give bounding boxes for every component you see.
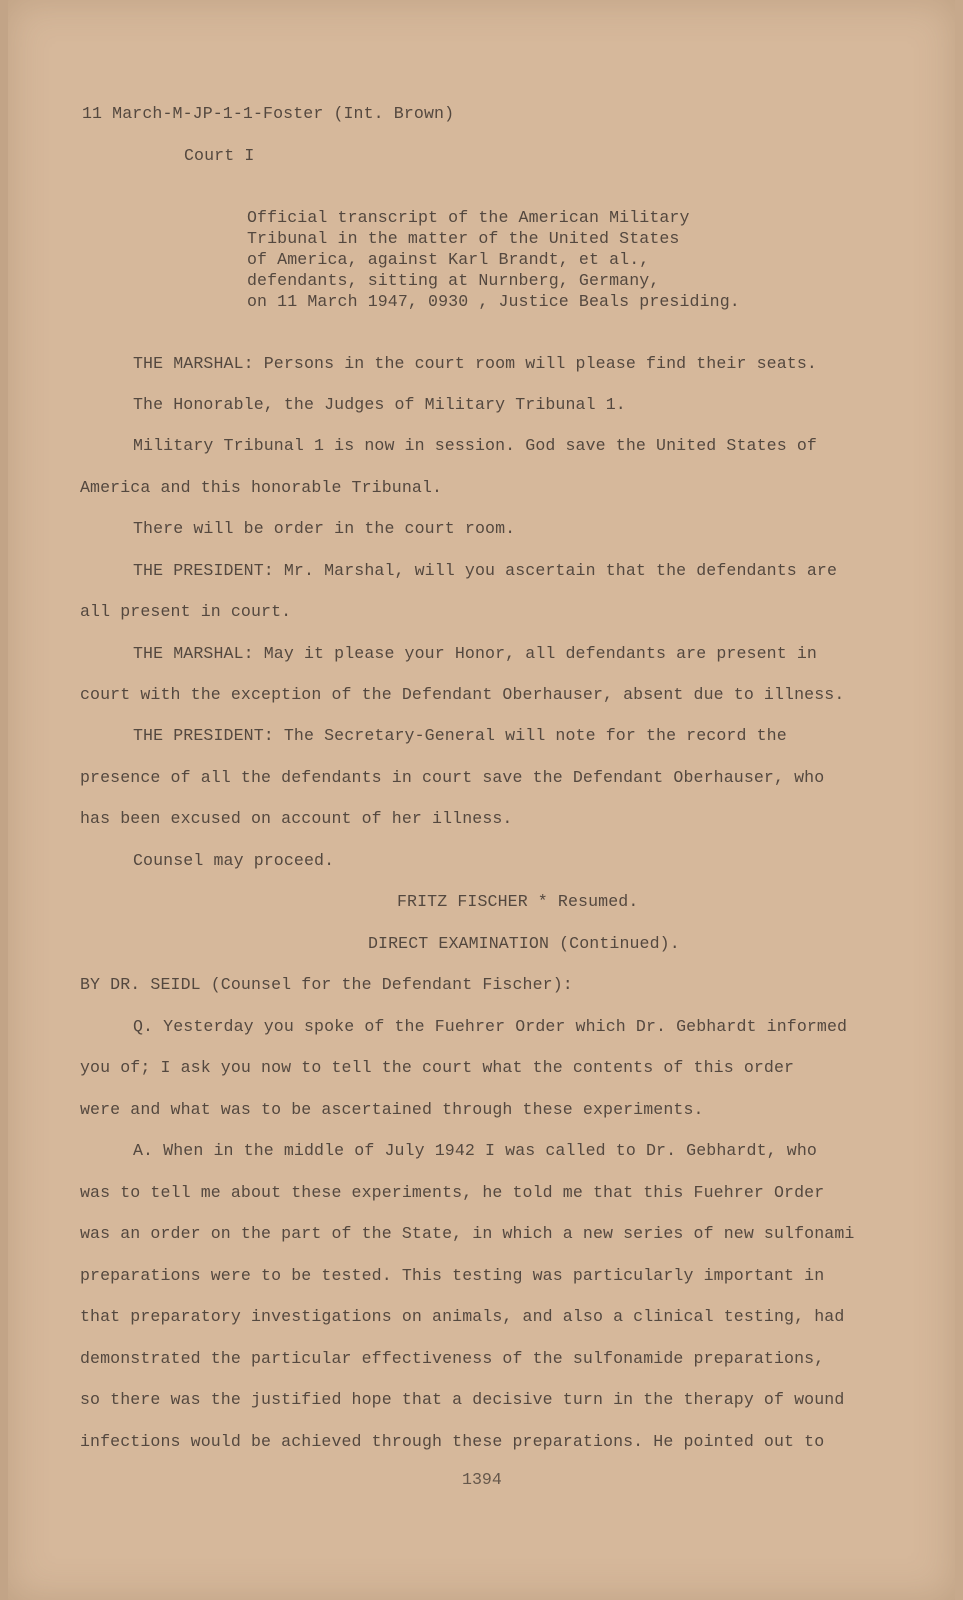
transcript-line: BY DR. SEIDL (Counsel for the Defendant Fischer): (80, 975, 573, 994)
paper-edge-left (0, 0, 8, 1600)
transcript-line: THE PRESIDENT: Mr. Marshal, will you ascertain that the defendants are (133, 561, 838, 580)
paper-edge-right (955, 0, 963, 1600)
witness-heading: FRITZ FISCHER * Resumed. (397, 892, 639, 911)
transcript-line: so there was the justified hope that a decisive turn in the therapy of wound (80, 1390, 845, 1409)
caption-line: on 11 March 1947, 0930 , Justice Beals presiding. (247, 292, 740, 311)
transcript-line: court with the exception of the Defendant Oberhauser, absent due to illness. (80, 685, 845, 704)
transcript-line: that preparatory investigations on animals, and also a clinical testing, had (80, 1307, 845, 1326)
transcript-line: THE PRESIDENT: The Secretary-General will note for the record the (133, 726, 787, 745)
transcript-line: preparations were to be tested. This testing was particularly important in (80, 1266, 825, 1285)
page-number: 1394 (462, 1470, 502, 1489)
transcript-line: presence of all the defendants in court save the Defendant Oberhauser, who (80, 768, 825, 787)
transcript-line: all present in court. (80, 602, 292, 621)
transcript-line: infections would be achieved through these preparations. He pointed out to (80, 1432, 825, 1451)
transcript-line: America and this honorable Tribunal. (80, 478, 443, 497)
transcript-line: There will be order in the court room. (133, 519, 516, 538)
examination-heading: DIRECT EXAMINATION (Continued). (368, 934, 680, 953)
question-line: Q. Yesterday you spoke of the Fuehrer Order which Dr. Gebhardt informed (133, 1017, 848, 1036)
transcript-line: were and what was to be ascertained through these experiments. (80, 1100, 704, 1119)
transcript-line: was to tell me about these experiments, he told me that this Fuehrer Order (80, 1183, 825, 1202)
transcript-line: you of; I ask you now to tell the court what the contents of this order (80, 1058, 795, 1077)
caption-line: Official transcript of the American Military (247, 208, 690, 227)
transcript-reference: 11 March-M-JP-1-1-Foster (Int. Brown) (82, 104, 455, 123)
transcript-line: Counsel may proceed. (133, 851, 335, 870)
caption-line: defendants, sitting at Nurnberg, Germany, (247, 271, 660, 290)
transcript-line: THE MARSHAL: May it please your Honor, all defendants are present in (133, 644, 817, 663)
caption-line: of America, against Karl Brandt, et al., (247, 250, 650, 269)
transcript-line: has been excused on account of her illness. (80, 809, 513, 828)
transcript-line: was an order on the part of the State, in which a new series of new sulfonami (80, 1224, 855, 1243)
transcript-line: Military Tribunal 1 is now in session. God save the United States of (133, 436, 817, 455)
transcript-line: THE MARSHAL: Persons in the court room will please find their seats. (133, 354, 817, 373)
answer-line: A. When in the middle of July 1942 I was called to Dr. Gebhardt, who (133, 1141, 817, 1160)
court-designation: Court I (184, 146, 255, 165)
transcript-line: The Honorable, the Judges of Military Tribunal 1. (133, 395, 626, 414)
transcript-line: demonstrated the particular effectiveness of the sulfonamide preparations, (80, 1349, 825, 1368)
caption-line: Tribunal in the matter of the United States (247, 229, 680, 248)
